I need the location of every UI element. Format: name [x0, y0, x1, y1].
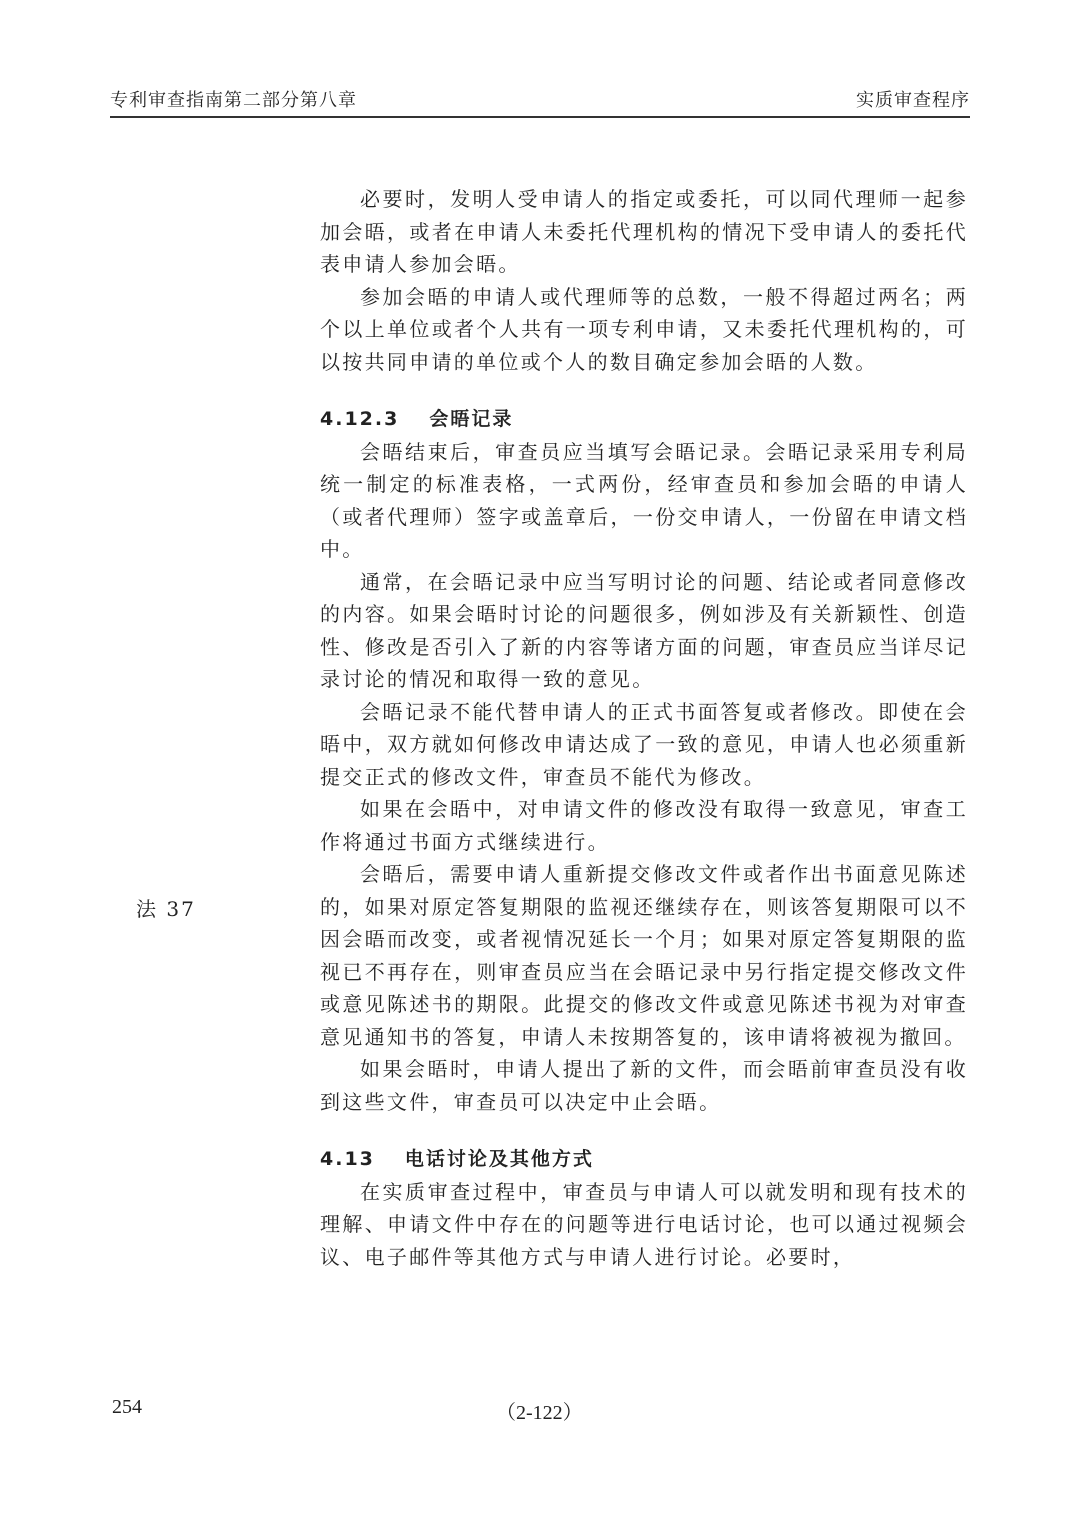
paragraph: 在实质审查过程中，审查员与申请人可以就发明和现有技术的理解、申请文件中存在的问题等进行电话讨论，也可以通过视频会议、电子邮件等其他方式与申请人进行讨论。必要时，	[320, 1179, 968, 1269]
paragraph: 会晤记录不能代替申请人的正式书面答复或者修改。即使在会晤中，双方就如何修改申请达成了一致的意见，申请人也必须重新提交正式的修改文件，审查员不能代为修改。	[320, 699, 968, 789]
paragraph: 如果在会晤中，对申请文件的修改没有取得一致意见，审查工作将通过书面方式继续进行。	[320, 797, 968, 854]
paragraph: 通常，在会晤记录中应当写明讨论的问题、结论或者同意修改的内容。如果会晤时讨论的问题很多，例如涉及有关新颖性、创造性、修改是否引入了新的内容等诸方面的问题，审查员应当详尽记录讨论的情况和取得一致的意见。	[320, 569, 968, 691]
section-number: 4.13	[320, 1148, 375, 1170]
section-heading-4-13	[320, 1143, 968, 1176]
paragraph: 参加会晤的申请人或代理师等的总数，一般不得超过两名；两个以上单位或者个人共有一项专利申请，又未委托代理机构的，可以按共同申请的单位或个人的数目确定参加会晤的人数。	[320, 284, 968, 374]
section-page-number: （2-122）	[496, 1402, 583, 1424]
main-text	[320, 183, 968, 1273]
section-heading-4-12-3	[320, 403, 968, 436]
margin-law-reference: 法 37	[136, 897, 196, 921]
header-section-title: 实质审查程序	[856, 90, 970, 111]
paragraph: 会晤后，需要申请人重新提交修改文件或者作出书面意见陈述的，如果对原定答复期限的监视还继续存在，则该答复期限可以不因会晤而改变，或者视情况延长一个月；如果对原定答复期限的监视已不再存在，则审查员应当在会晤记录中另行指定提交修改文件或意见陈述书的期限。此提交的修改文件或意见陈述书视为对审查意见通知书的答复，申请人未按期答复的，该申请将被视为撤回。	[320, 862, 968, 1049]
section-number: 4.12.3	[320, 408, 400, 430]
paragraph: 必要时，发明人受申请人的指定或委托，可以同代理师一起参加会晤，或者在申请人未委托代理机构的情况下受申请人的委托代表申请人参加会晤。	[320, 187, 968, 276]
paragraph: 如果会晤时，申请人提出了新的文件，而会晤前审查员没有收到这些文件，审查员可以决定中止会晤。	[320, 1057, 968, 1114]
paragraph: 会晤结束后，审查员应当填写会晤记录。会晤记录采用专利局统一制定的标准表格，一式两份，经审查员和参加会晤的申请人（或者代理师）签字或盖章后，一份交申请人，一份留在申请文档中。	[320, 439, 968, 561]
running-header	[110, 88, 970, 118]
page-number: 254	[112, 1396, 142, 1418]
section-title: 会晤记录	[429, 408, 514, 430]
header-chapter-title: 专利审查指南第二部分第八章	[110, 90, 357, 111]
section-title: 电话讨论及其他方式	[404, 1148, 594, 1170]
